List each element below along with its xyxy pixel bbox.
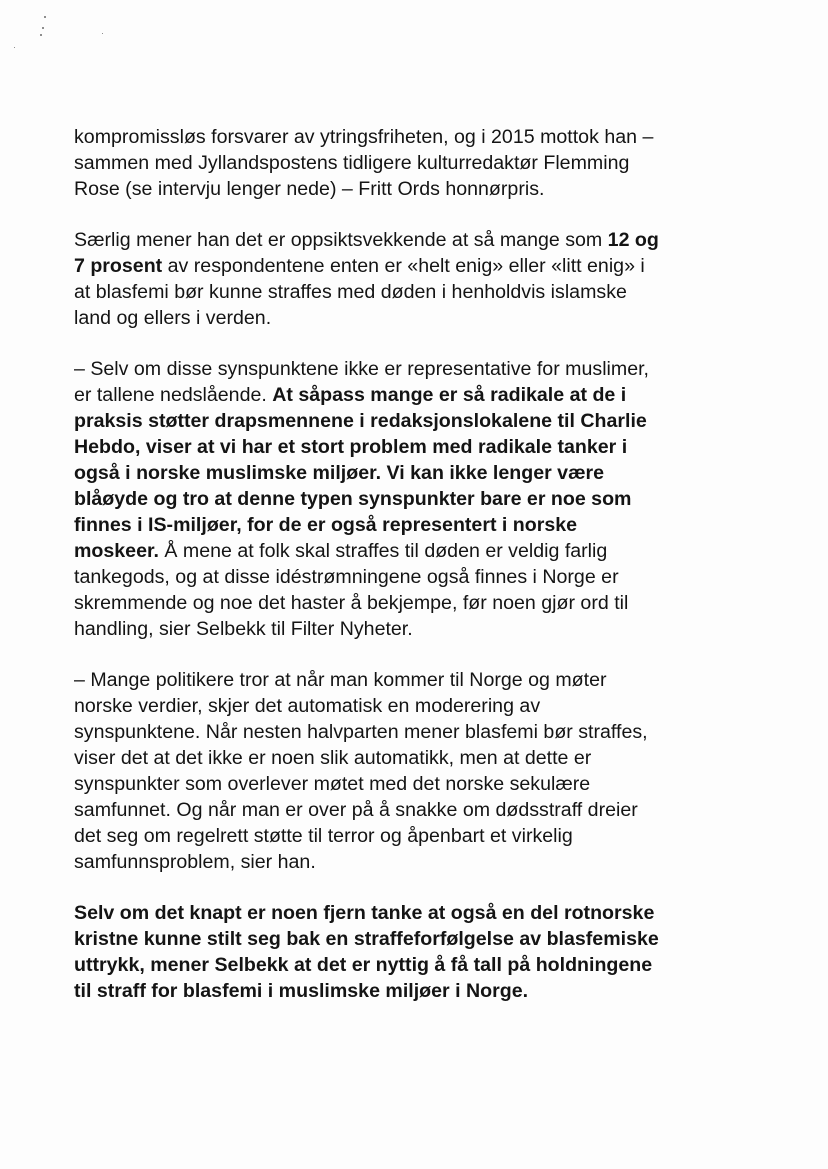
bold-text: finnes i IS-miljøer, for de er også representert i norske (74, 514, 578, 536)
text-line (74, 382, 754, 408)
text-line (74, 693, 754, 719)
text-line (74, 486, 754, 512)
bold-text: også i norske muslimske miljøer. Vi kan ikke lenger være (74, 462, 605, 484)
body-text: samfunnet. Og når man er over på å snakke om dødsstraff dreier (74, 799, 638, 821)
text-line (74, 434, 754, 460)
body-text: – Mange politikere tror at når man kommer til Norge og møter (74, 669, 607, 691)
text-line (74, 823, 754, 849)
bold-text: praksis støtter drapsmennene i redaksjonslokalene til Charlie (74, 410, 647, 432)
body-text: skremmende og noe det haster å bekjempe, før noen gjør ord til (74, 592, 629, 614)
text-line (74, 305, 754, 331)
body-text: Rose (se intervju lenger nede) – Fritt Ords honnørpris. (74, 178, 545, 200)
text-line (74, 616, 754, 642)
body-text: kompromissløs forsvarer av ytringsfriheten, og i 2015 mottok han – (74, 126, 654, 148)
bold-text: moskeer. (74, 540, 159, 562)
text-line (74, 771, 754, 797)
body-text: er tallene nedslående. (74, 384, 273, 406)
scan-speck (14, 47, 15, 48)
text-line (74, 150, 754, 176)
bold-text: 12 og (607, 229, 659, 251)
article-body (74, 124, 754, 1029)
text-line (74, 124, 754, 150)
scan-speck (102, 33, 103, 34)
bold-text: Selv om det knapt er noen fjern tanke at også en del rotnorske (74, 902, 655, 924)
text-line (74, 797, 754, 823)
body-text: handling, sier Selbekk til Filter Nyheter. (74, 618, 413, 640)
bold-text: kristne kunne stilt seg bak en straffeforfølgelse av blasfemiske (74, 928, 659, 950)
bold-text: At såpass mange er så radikale at de i (272, 384, 627, 406)
text-line (74, 952, 754, 978)
bold-text: til straff for blasfemi i muslimske miljøer i Norge. (74, 980, 529, 1002)
body-text: samfunnsproblem, sier han. (74, 851, 316, 873)
text-line (74, 176, 754, 202)
bold-text: 7 prosent (74, 255, 163, 277)
text-line (74, 538, 754, 564)
paragraph (74, 667, 754, 875)
text-line (74, 564, 754, 590)
body-text: sammen med Jyllandspostens tidligere kulturredaktør Flemming (74, 152, 630, 174)
text-line (74, 253, 754, 279)
body-text: at blasfemi bør kunne straffes med døden i henholdvis islamske (74, 281, 627, 303)
text-line (74, 460, 754, 486)
text-line (74, 900, 754, 926)
body-text: av respondentene enten er «helt enig» eller «litt enig» i (162, 255, 645, 277)
scan-speck (44, 16, 46, 18)
body-text: Å mene at folk skal straffes til døden er veldig farlig (158, 540, 608, 562)
body-text: viser det at det ikke er noen slik automatikk, men at dette er (74, 747, 592, 769)
body-text: det seg om regelrett støtte til terror og åpenbart et virkelig (74, 825, 573, 847)
paragraph (74, 356, 754, 642)
paragraph (74, 900, 754, 1004)
text-line (74, 926, 754, 952)
text-line (74, 408, 754, 434)
body-text: norske verdier, skjer det automatisk en moderering av (74, 695, 541, 717)
text-line (74, 590, 754, 616)
text-line (74, 978, 754, 1004)
text-line (74, 279, 754, 305)
bold-text: Hebdo, viser at vi har et stort problem med radikale tanker i (74, 436, 628, 458)
body-text: synspunkter som overlever møtet med det norske sekulære (74, 773, 591, 795)
bold-text: uttrykk, mener Selbekk at det er nyttig å få tall på holdningene (74, 954, 653, 976)
text-line (74, 849, 754, 875)
text-line (74, 719, 754, 745)
text-line (74, 667, 754, 693)
scan-speck (40, 34, 42, 36)
body-text: Særlig mener han det er oppsiktsvekkende at så mange som (74, 229, 608, 251)
paragraph (74, 227, 754, 331)
text-line (74, 512, 754, 538)
paragraph (74, 124, 754, 202)
body-text: land og ellers i verden. (74, 307, 272, 329)
text-line (74, 745, 754, 771)
body-text: synspunktene. Når nesten halvparten mener blasfemi bør straffes, (74, 721, 648, 743)
body-text: tankegods, og at disse idéstrømningene også finnes i Norge er (74, 566, 619, 588)
bold-text: blåøyde og tro at denne typen synspunkter bare er noe som (74, 488, 632, 510)
text-line (74, 227, 754, 253)
body-text: – Selv om disse synspunktene ikke er representative for muslimer, (74, 358, 650, 380)
text-line (74, 356, 754, 382)
scan-speck (42, 27, 44, 29)
